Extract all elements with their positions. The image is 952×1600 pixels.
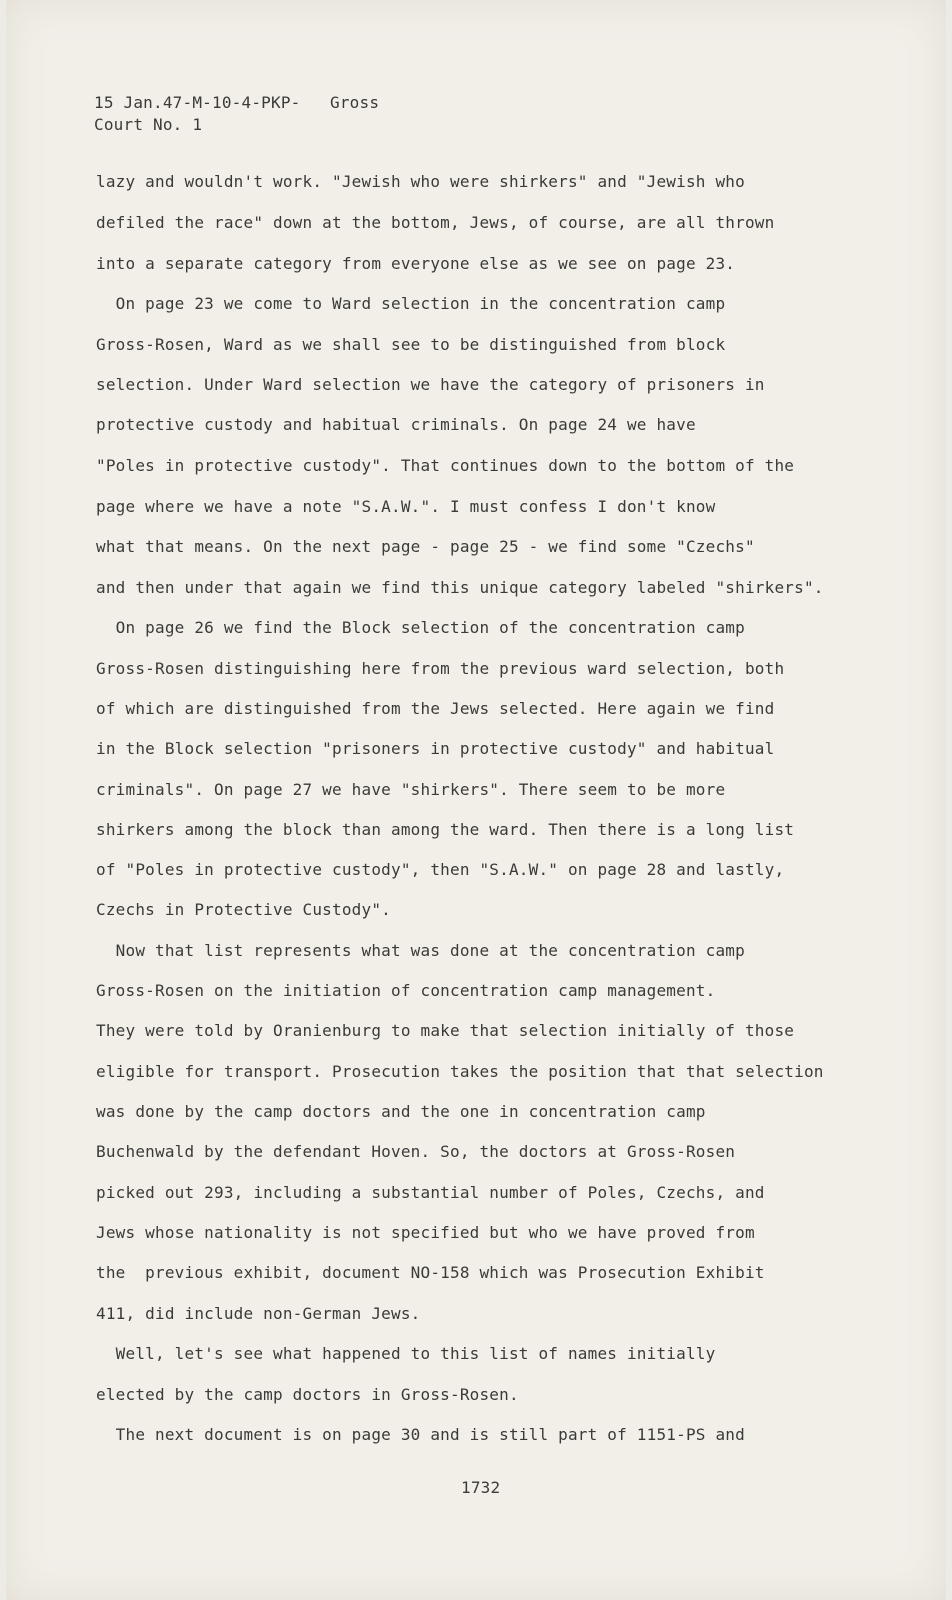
text-line: criminals". On page 27 we have "shirkers". There seem to be more <box>96 780 726 799</box>
header-session-line: 15 Jan.47-M-10-4-PKP- Gross <box>94 93 380 112</box>
text-line: Gross-Rosen, Ward as we shall see to be distinguished from block <box>96 335 726 354</box>
text-line: Buchenwald by the defendant Hoven. So, the doctors at Gross-Rosen <box>96 1142 736 1161</box>
text-line: elected by the camp doctors in Gross-Rosen. <box>96 1385 519 1404</box>
text-line: They were told by Oranienburg to make that selection initially of those <box>96 1021 795 1040</box>
text-line: shirkers among the block than among the ward. Then there is a long list <box>96 820 795 839</box>
text-line: Gross-Rosen on the initiation of concentration camp management. <box>96 981 716 1000</box>
text-line: lazy and wouldn't work. "Jewish who were shirkers" and "Jewish who <box>96 172 745 191</box>
text-line: and then under that again we find this unique category labeled "shirkers". <box>96 578 824 597</box>
header-court-line: Court No. 1 <box>94 115 203 134</box>
text-line: On page 26 we find the Block selection of the concentration camp <box>96 618 745 637</box>
text-line: 411, did include non-German Jews. <box>96 1304 421 1323</box>
text-line: the previous exhibit, document NO-158 which was Prosecution Exhibit <box>96 1263 765 1282</box>
text-line: Now that list represents what was done at the concentration camp <box>96 941 745 960</box>
text-line: The next document is on page 30 and is still part of 1151-PS and <box>96 1425 745 1444</box>
text-line: Jews whose nationality is not specified but who we have proved from <box>96 1223 755 1242</box>
text-line: defiled the race" down at the bottom, Jews, of course, are all thrown <box>96 213 775 232</box>
text-line: picked out 293, including a substantial number of Poles, Czechs, and <box>96 1183 765 1202</box>
text-line: of which are distinguished from the Jews selected. Here again we find <box>96 699 775 718</box>
text-line: page where we have a note "S.A.W.". I must confess I don't know <box>96 497 716 516</box>
text-line: protective custody and habitual criminals. On page 24 we have <box>96 415 696 434</box>
text-line: was done by the camp doctors and the one in concentration camp <box>96 1102 706 1121</box>
text-line: Well, let's see what happened to this list of names initially <box>96 1344 716 1363</box>
text-line: Gross-Rosen distinguishing here from the previous ward selection, both <box>96 659 785 678</box>
text-line: of "Poles in protective custody", then "S.A.W." on page 28 and lastly, <box>96 860 785 879</box>
text-line: "Poles in protective custody". That continues down to the bottom of the <box>96 456 795 475</box>
text-line: what that means. On the next page - page 25 - we find some "Czechs" <box>96 537 755 556</box>
text-line: selection. Under Ward selection we have the category of prisoners in <box>96 375 765 394</box>
page-number: 1732 <box>461 1478 501 1497</box>
text-line: eligible for transport. Prosecution takes the position that that selection <box>96 1062 824 1081</box>
text-line: On page 23 we come to Ward selection in the concentration camp <box>96 294 726 313</box>
text-line: into a separate category from everyone else as we see on page 23. <box>96 254 736 273</box>
document-page <box>6 0 946 1600</box>
text-line: Czechs in Protective Custody". <box>96 900 391 919</box>
text-line: in the Block selection "prisoners in protective custody" and habitual <box>96 739 775 758</box>
